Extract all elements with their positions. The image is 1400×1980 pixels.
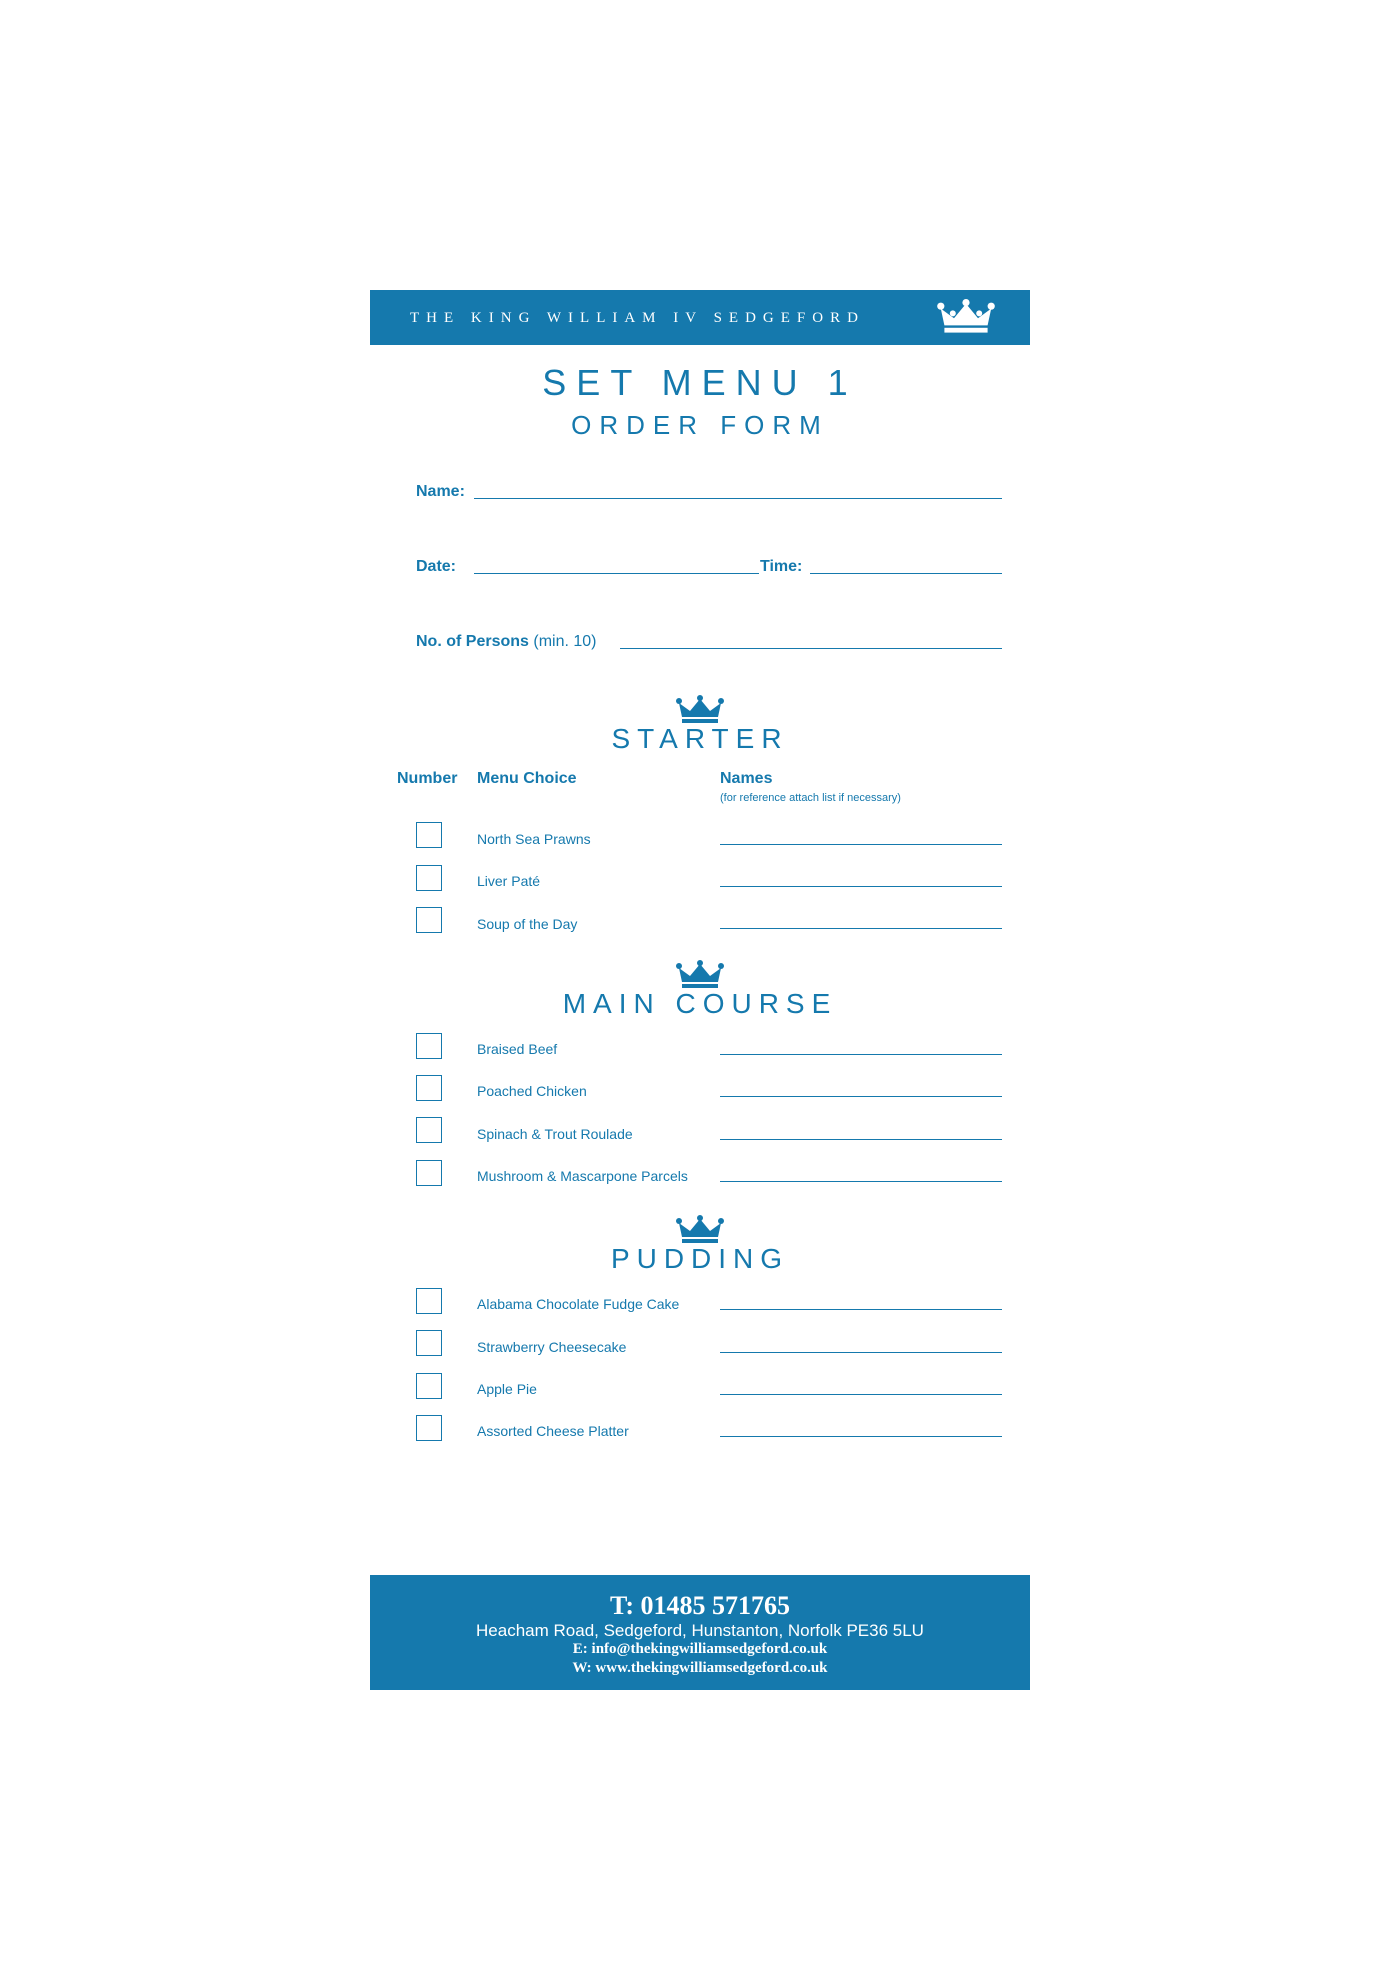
persons-label: [416, 633, 596, 651]
quantity-box[interactable]: [416, 865, 442, 891]
header-bar: [370, 290, 1030, 345]
menu-item: North Sea Prawns: [477, 831, 591, 847]
menu-item: Braised Beef: [477, 1041, 558, 1057]
quantity-box[interactable]: [416, 1075, 442, 1101]
form-subtitle: ORDER FORM: [571, 410, 829, 440]
names-field[interactable]: [720, 1096, 1002, 1097]
footer-phone: T: 01485 571765: [609, 1591, 791, 1620]
section-title-starter: STARTER: [611, 723, 789, 754]
crown-icon: [676, 1215, 724, 1245]
footer-bar: [370, 1575, 1030, 1690]
persons-field[interactable]: [620, 648, 1002, 649]
name-label: Name:: [416, 483, 465, 500]
quantity-box[interactable]: [416, 822, 442, 848]
footer-email[interactable]: E: info@thekingwilliamsedgeford.co.uk: [572, 1641, 828, 1657]
quantity-box[interactable]: [416, 1330, 442, 1356]
menu-item: Soup of the Day: [477, 916, 578, 932]
persons-note: (min. 10): [533, 633, 597, 650]
quantity-box[interactable]: [416, 1288, 442, 1314]
name-field[interactable]: [474, 498, 1002, 499]
names-field[interactable]: [720, 1139, 1002, 1140]
names-field[interactable]: [720, 1394, 1002, 1395]
section-title-pudding: PUDDING: [610, 1243, 790, 1274]
names-note: (for reference attach list if necessary): [720, 792, 901, 804]
date-field[interactable]: [474, 573, 759, 574]
menu-item: Poached Chicken: [477, 1083, 587, 1099]
quantity-box[interactable]: [416, 1117, 442, 1143]
brand-name: THE KING WILLIAM IV SEDGEFORD: [410, 310, 865, 326]
form-title: SET MENU 1: [542, 362, 858, 403]
names-field[interactable]: [720, 844, 1002, 845]
date-label: Date:: [416, 558, 457, 575]
time-label: Time:: [760, 558, 803, 575]
crown-icon: [676, 960, 724, 990]
quantity-box[interactable]: [416, 1415, 442, 1441]
footer-address: Heacham Road, Sedgeford, Hunstanton, Norfolk PE36 5LU: [476, 1621, 924, 1640]
persons-label-text: No. of Persons: [416, 633, 529, 650]
names-field[interactable]: [720, 1309, 1002, 1310]
crown-icon: [937, 299, 995, 335]
menu-item: Alabama Chocolate Fudge Cake: [477, 1296, 680, 1312]
quantity-box[interactable]: [416, 1373, 442, 1399]
time-field[interactable]: [810, 573, 1002, 574]
menu-item: Strawberry Cheesecake: [477, 1339, 627, 1355]
order-form: [370, 290, 1030, 1690]
footer-website[interactable]: W: www.thekingwilliamsedgeford.co.uk: [572, 1660, 828, 1676]
menu-item: Mushroom & Mascarpone Parcels: [477, 1168, 688, 1184]
quantity-box[interactable]: [416, 1160, 442, 1186]
menu-item: Spinach & Trout Roulade: [477, 1126, 633, 1142]
crown-icon: [676, 695, 724, 725]
names-field[interactable]: [720, 1352, 1002, 1353]
section-title-main-course: MAIN COURSE: [562, 988, 838, 1019]
menu-item: Assorted Cheese Platter: [477, 1423, 629, 1439]
names-field[interactable]: [720, 886, 1002, 887]
names-field[interactable]: [720, 1181, 1002, 1182]
names-field[interactable]: [720, 1436, 1002, 1437]
quantity-box[interactable]: [416, 1033, 442, 1059]
menu-item: Liver Paté: [477, 873, 541, 889]
menu-item: Apple Pie: [477, 1381, 537, 1397]
quantity-box[interactable]: [416, 907, 442, 933]
column-menu-choice: Menu Choice: [477, 770, 577, 787]
names-field[interactable]: [720, 928, 1002, 929]
column-number: Number: [397, 770, 458, 787]
column-names: Names: [720, 770, 773, 787]
names-field[interactable]: [720, 1054, 1002, 1055]
